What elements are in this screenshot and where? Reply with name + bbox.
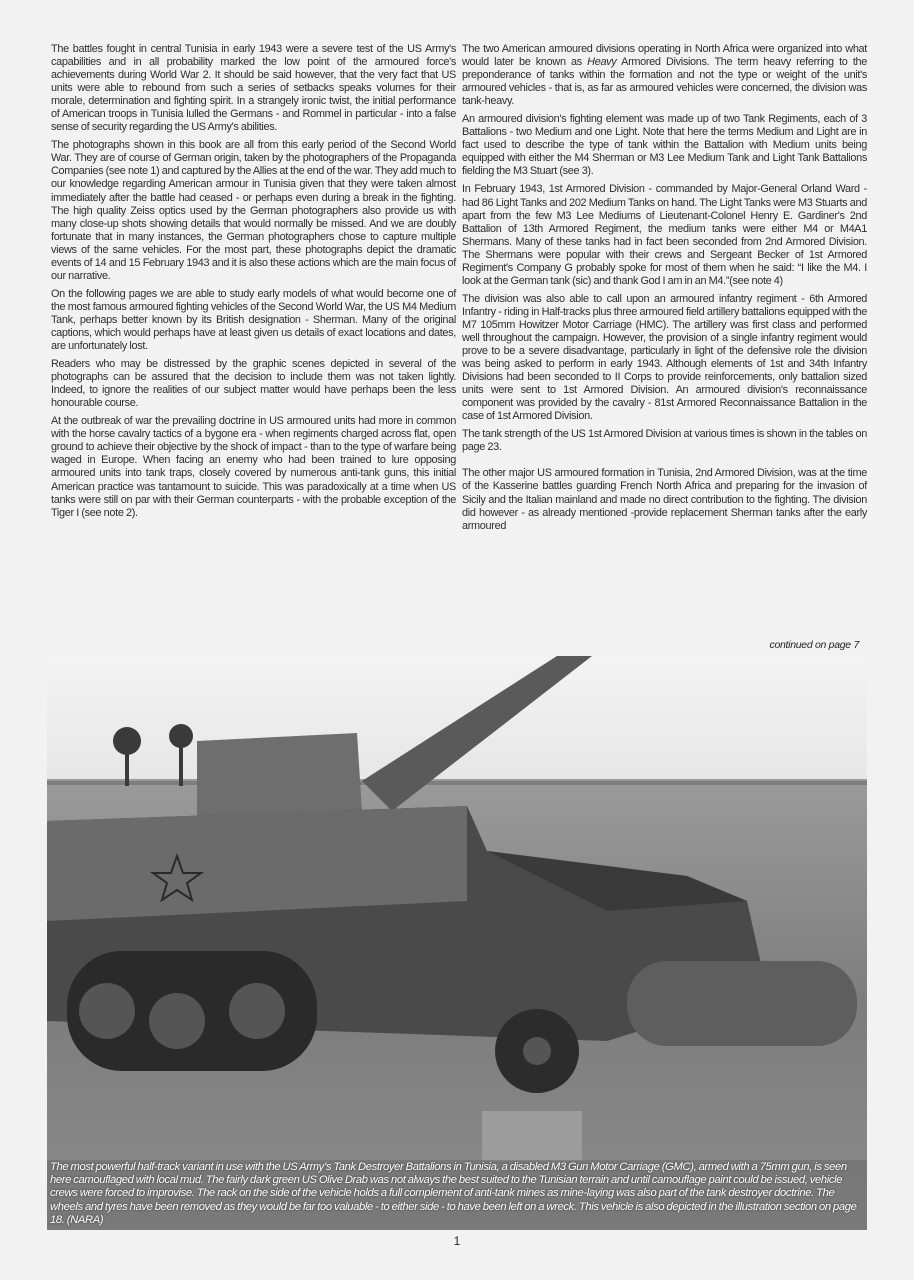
- left-text-column: [51, 43, 456, 525]
- paragraph: The division was also able to call upon an armoured infantry regiment - 6th Armored Infantry - riding in Half-tracks plus three armoured field artillery battalions equipped with the M7 105mm Howitzer Motor Carriage (HMC). The artillery was first class and performed well throughout the campaign. However, the provision of a single infantry regiment would prove to be a severe disadvantage, particularly in light of the defensive role the division was being asked to perform in early 1943. Although elements of 1st and 34th Infantry Divisions had been seconded to II Corps to provide reinforcements, only battalion sized units were sent to 1st Armored Division. An armoured division's reconnaissance component was provided by the cavalry - 81st Armored Reconnaissance Battalion in the case of 1st Armored Division.: [462, 292, 867, 423]
- continued-note: continued on page 7: [462, 639, 859, 652]
- right-text-column: [462, 43, 867, 538]
- paragraph: Readers who may be distressed by the graphic scenes depicted in several of the photographs can be assured that the decision to include them was not taken lightly. Indeed, to ignore the realities of our subject matter would have perhaps been the less honourable course.: [51, 358, 456, 410]
- paragraph: The tank strength of the US 1st Armored Division at various times is shown in the tables on page 23.: [462, 428, 867, 454]
- front-roller: [627, 961, 857, 1046]
- paragraph: The other major US armoured formation in Tunisia, 2nd Armored Division, was at the time of the Kasserine battles guarding French North Africa and preparing for the invasion of Sicily and the Italian mainland and made no direct contribution to the fighting. The division did however - as already mentioned -provide replacement Sherman tanks after the early armoured: [462, 467, 867, 532]
- text: Armored Divisions. The term heavy referring to the preponderance of tanks within the formation and not the type or weight of the unit's armoured vehicles - that is, as far as armoured vehicles were concerned, the division was tank-heavy.: [462, 56, 868, 108]
- emphasis: Heavy: [587, 56, 617, 69]
- paragraph: The battles fought in central Tunisia in early 1943 were a severe test of the US Army's capabilities and in all probability marked the low point of the armoured force's achievements during World War 2. It should be said however, that the very fact that US units were able to rebound from such a series of setbacks speaks volumes for their morale, determination and fighting spirit. In a strangely ironic twist, the initial performance of American troops in Tunisia lulled the Germans - and Rommel in particular - into a false sense of security regarding the US Army's abilities.: [51, 43, 456, 134]
- paragraph: The photographs shown in this book are all from this early period of the Second World War. They are of course of German origin, taken by the photographers of the Propaganda Companies (see note 1) and captured by the Allies at the end of the war. They add much to our knowledge regarding American armour in Tunisia given that they were taken almost immediately after the battle had ceased - or perhaps even during a break in the fighting. The high quality Zeiss optics used by the German photographers also provide us with many close-up shots showing details that would normally be missed. And we are doubly fortunate that in many instances, the German photographers chose to capture multiple views of the same vehicles. For the most part, these photographs depict the dramatic events of 14 and 15 February 1943 and it is also these actions which are the main focus of our narrative.: [51, 139, 456, 282]
- paragraph: An armoured division's fighting element was made up of two Tank Regiments, each of 3 Battalions - two Medium and one Light. Note that here the terms Medium and Light are in fact used to describe the type of tank within the Battalion with Medium units being equipped with either the M4 Sherman or M3 Lee Medium Tank and Light Tank Battalions fielding the M3 Stuart (see 3).: [462, 113, 867, 178]
- paragraph: On the following pages we are able to study early models of what would become one of the most famous armoured fighting vehicles of the Second World War, the US M4 Medium Tank, perhaps better known by its British designation - Sherman. Many of the original captions, which would perhaps have at least given us details of exact locations and dates, are unfortunately lost.: [51, 287, 456, 353]
- halftrack-photo: [47, 656, 867, 1230]
- text: The two American armoured divisions operating in North Africa were organized into what would later be known as: [462, 43, 867, 69]
- paragraph: In February 1943, 1st Armored Division - commanded by Major-General Orland Ward - had 86 Light Tanks and 202 Medium Tanks on hand. The Light Tanks were M3 Stuarts and apart from the few M3 Lee Mediums of Lieutenant-Colonel Henry E. Gardiner's 2nd Battalion of 13th Armored Regiment, the medium tanks were either M4 or M4A1 Shermans. Many of these tanks had in fact been seconded from 2nd Armored Division. The Shermans were popular with their crews and Sergeant Becker of 1st Armored Regiment's Company G probably spoke for most of them when he said: “I like the M4. I look at the German tank (sic) and thank God I am in an M4.”(see note 4): [462, 183, 867, 287]
- paragraph: [462, 43, 867, 108]
- page-number: 1: [453, 1234, 461, 1248]
- photo-illustration: [47, 656, 867, 1230]
- photo-caption: The most powerful half-track variant in use with the US Army’s Tank Destroyer Battalions in Tunisia, a disabled M3 Gun Motor Carriage (GMC), armed with a 75mm gun, is seen here camouflaged with local mud. The fairly dark green US Olive Drab was not always the best suited to the Tunisian terrain and until camouflage paint could be issued, vehicle crews were forced to improvise. The rack on the side of the vehicle holds a full complement of anti-tank mines as mine-laying was also part of the tank destroyer doctrine. The wheels and tyres have been removed as they would be far too valuable - to either side - to have been left on a wreck. This vehicle is also depicted in the illustration section on page 18. (NARA): [50, 1160, 857, 1226]
- paragraph: At the outbreak of war the prevailing doctrine in US armoured units had more in common with the horse cavalry tactics of a bygone era - when regiments charged across flat, open ground to achieve their objective by the shock of impact - than to the type of warfare being waged in Europe. When facing an enemy who had been trained to lure opposing armoured units into tank traps, closely covered by numerous anti-tank guns, this initial American practice was tantamount to suicide. This was paradoxically at a time when US tanks were still on par with their German counterparts - with the probable exception of the Tiger I (see note 2).: [51, 415, 456, 519]
